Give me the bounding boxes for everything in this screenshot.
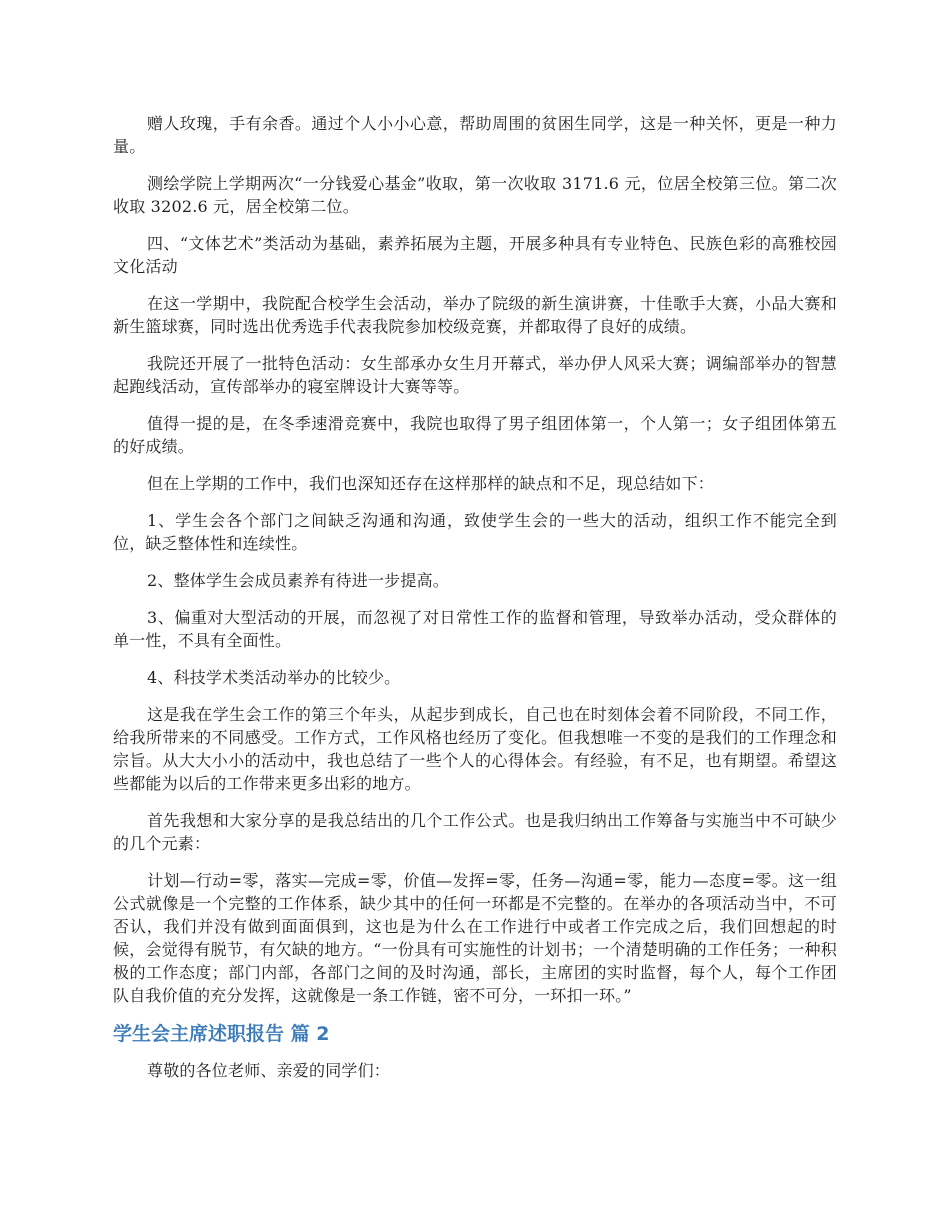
list-item: 3、偏重对大型活动的开展，而忽视了对日常性工作的监督和管理，导致举办活动，受众群体的单一性，不具有全面性。 (113, 608, 837, 650)
document-body (113, 112, 837, 1096)
paragraph: 我院还开展了一批特色活动：女生部承办女生月开幕式，举办伊人风采大赛；调编部举办的智慧起跑线活动，宣传部举办的寝室牌设计大赛等等。 (113, 354, 837, 396)
paragraph: 四、“文体艺术”类活动为基础，素养拓展为主题，开展多种具有专业特色、民族色彩的高雅校园文化活动 (113, 234, 837, 276)
paragraph: 赠人玫瑰，手有余香。通过个人小小心意，帮助周围的贫困生同学，这是一种关怀，更是一种力量。 (113, 114, 837, 156)
paragraph: 这是我在学生会工作的第三个年头，从起步到成长，自己也在时刻体会着不同阶段，不同工作，给我所带来的不同感受。工作方式，工作风格也经历了变化。但我想唯一不变的是我们的工作理念和宗旨。从大大小小的活动中，我也总结了一些个人的心得体会。有经验，有不足，也有期望。希望这些都能为以后的工作带来更多出彩的地方。 (113, 705, 837, 793)
paragraph: 在这一学期中，我院配合校学生会活动，举办了院级的新生演讲赛，十佳歌手大赛，小品大赛和新生篮球赛，同时选出优秀选手代表我院参加校级竞赛，并都取得了良好的成绩。 (113, 294, 837, 336)
list-item: 1、学生会各个部门之间缺乏沟通和沟通，致使学生会的一些大的活动，组织工作不能完全到位，缺乏整体性和连续性。 (113, 511, 837, 553)
paragraph: 尊敬的各位老师、亲爱的同学们： (147, 1061, 391, 1080)
paragraph: 计划—行动=零，落实—完成=零，价值—发挥=零，任务—沟通=零，能力—态度=零。这一组公式就像是一个完整的工作体系，缺少其中的任何一环都是不完整的。在举办的各项活动当中，不可否认，我们并没有做到面面俱到，这也是为什么在工作进行中或者工作完成之后，我们回想起的时候，会觉得有脱节，有欠缺的地方。“一份具有可实施性的计划书；一个清楚明确的工作任务；一种积极的工作态度；部门内部，各部门之间的及时沟通，部长，主席团的实时监督，每个人，每个工作团队自我价值的充分发挥，这就像是一条工作链，密不可分，一环扣一环。” (113, 871, 837, 1005)
list-item: 4、科技学术类活动举办的比较少。 (147, 668, 401, 687)
paragraph: 首先我想和大家分享的是我总结出的几个工作公式。也是我归纳出工作筹备与实施当中不可缺少的几个元素： (113, 811, 837, 853)
list-item: 2、整体学生会成员素养有待进一步提高。 (147, 571, 449, 590)
paragraph: 值得一提的是，在冬季速滑竞赛中，我院也取得了男子组团体第一，个人第一；女子组团体第五的好成绩。 (113, 414, 837, 456)
paragraph: 测绘学院上学期两次“一分钱爱心基金”收取，第一次收取 3171.6 元，位居全校第三位。第二次收取 3202.6 元，居全校第二位。 (113, 174, 837, 216)
paragraph: 但在上学期的工作中，我们也深知还存在这样那样的缺点和不足，现总结如下： (147, 474, 715, 493)
section-heading: 学生会主席述职报告 篇 2 (113, 1023, 330, 1045)
